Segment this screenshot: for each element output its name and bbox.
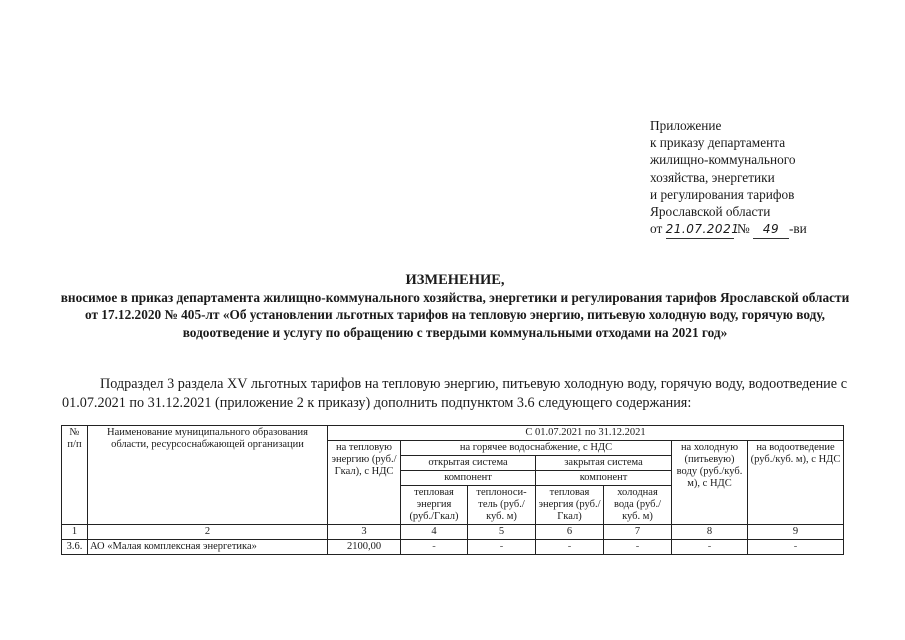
header-sewage: на водоотведение (руб./куб. м), с НДС: [748, 441, 844, 525]
header-num: № п/п: [62, 426, 88, 525]
header-heat: на тепловую энергию (руб./Гкал), с НДС: [328, 441, 401, 525]
column-number: 3: [328, 525, 401, 540]
row-value: -: [748, 540, 844, 555]
row-value: -: [401, 540, 468, 555]
date-prefix: от: [650, 221, 663, 237]
column-number: 2: [88, 525, 328, 540]
row-value: -: [536, 540, 604, 555]
table-row: [62, 540, 844, 555]
appendix-line: жилищно-коммунального: [650, 152, 796, 168]
column-number: 5: [468, 525, 536, 540]
handwritten-date: 21.07.2021: [666, 221, 734, 239]
handwritten-number: 49: [753, 221, 789, 239]
header-open-system: открытая система: [401, 456, 536, 471]
header-component: компонент: [401, 471, 536, 486]
header-closed-system: закрытая система: [536, 456, 672, 471]
number-prefix: №: [736, 221, 750, 237]
header-component: компонент: [536, 471, 672, 486]
row-value: -: [672, 540, 748, 555]
appendix-line: к приказу департамента: [650, 135, 786, 151]
column-number: 6: [536, 525, 604, 540]
title-subtitle: вносимое в приказ департамента жилищно-коммунального хозяйства, энергетики и регулирования тарифов Ярославской области от 17.12.2020 № 405-лт «Об установлении льготных тарифов на тепловую энергию, питьевую холодную воду, горячую воду, водоотведение и услугу по обращению с твердыми коммунальными отходами на 2021 год»: [60, 290, 850, 340]
column-number: 7: [604, 525, 672, 540]
numbering-row: [62, 525, 844, 540]
header-hot-water: на горячее водоснабжение, с НДС: [401, 441, 672, 456]
appendix-line: и регулирования тарифов: [650, 186, 795, 202]
column-number: 4: [401, 525, 468, 540]
row-num: 3.6.: [62, 540, 88, 555]
header-heat-energy-closed: тепловая энергия (руб./Гкал): [536, 486, 604, 525]
header-name: Наименование муниципального образования области, ресурсоснабжающей организации: [88, 426, 328, 525]
header-cold-water: на холодную (питьевую) воду (руб./куб. м), с НДС: [672, 441, 748, 525]
appendix-block: [650, 117, 807, 239]
row-value: -: [604, 540, 672, 555]
appendix-line: хозяйства, энергетики: [650, 169, 775, 185]
column-number: 8: [672, 525, 748, 540]
document-title: [60, 272, 850, 341]
body-paragraph: [62, 375, 847, 413]
column-number: 9: [748, 525, 844, 540]
header-heat-carrier: теплоноси-тель (руб./куб. м): [468, 486, 536, 525]
title-heading: ИЗМЕНЕНИЕ,: [405, 272, 505, 288]
appendix-line: Приложение: [650, 118, 722, 133]
column-number: 1: [62, 525, 88, 540]
appendix-line: Ярославской области: [650, 204, 771, 220]
header-period: С 01.07.2021 по 31.12.2021: [328, 426, 844, 441]
row-value-heat: 2100,00: [328, 540, 401, 555]
number-suffix: -ви: [788, 221, 807, 237]
header-cold-water-component: холодная вода (руб./куб. м): [604, 486, 672, 525]
row-value: -: [468, 540, 536, 555]
paragraph-text: Подраздел 3 раздела XV льготных тарифов на тепловую энергию, питьевую холодную воду, горячую воду, водоотведение с 01.07.2021 по 31.12.2021 (приложение 2 к приказу) дополнить подпунктом 3.6 следующего содержания:: [62, 376, 847, 411]
tariff-table: [61, 425, 844, 555]
appendix-date-line: [650, 220, 807, 239]
header-heat-energy: тепловая энергия (руб./Гкал): [401, 486, 468, 525]
row-organization: АО «Малая комплексная энергетика»: [88, 540, 328, 555]
